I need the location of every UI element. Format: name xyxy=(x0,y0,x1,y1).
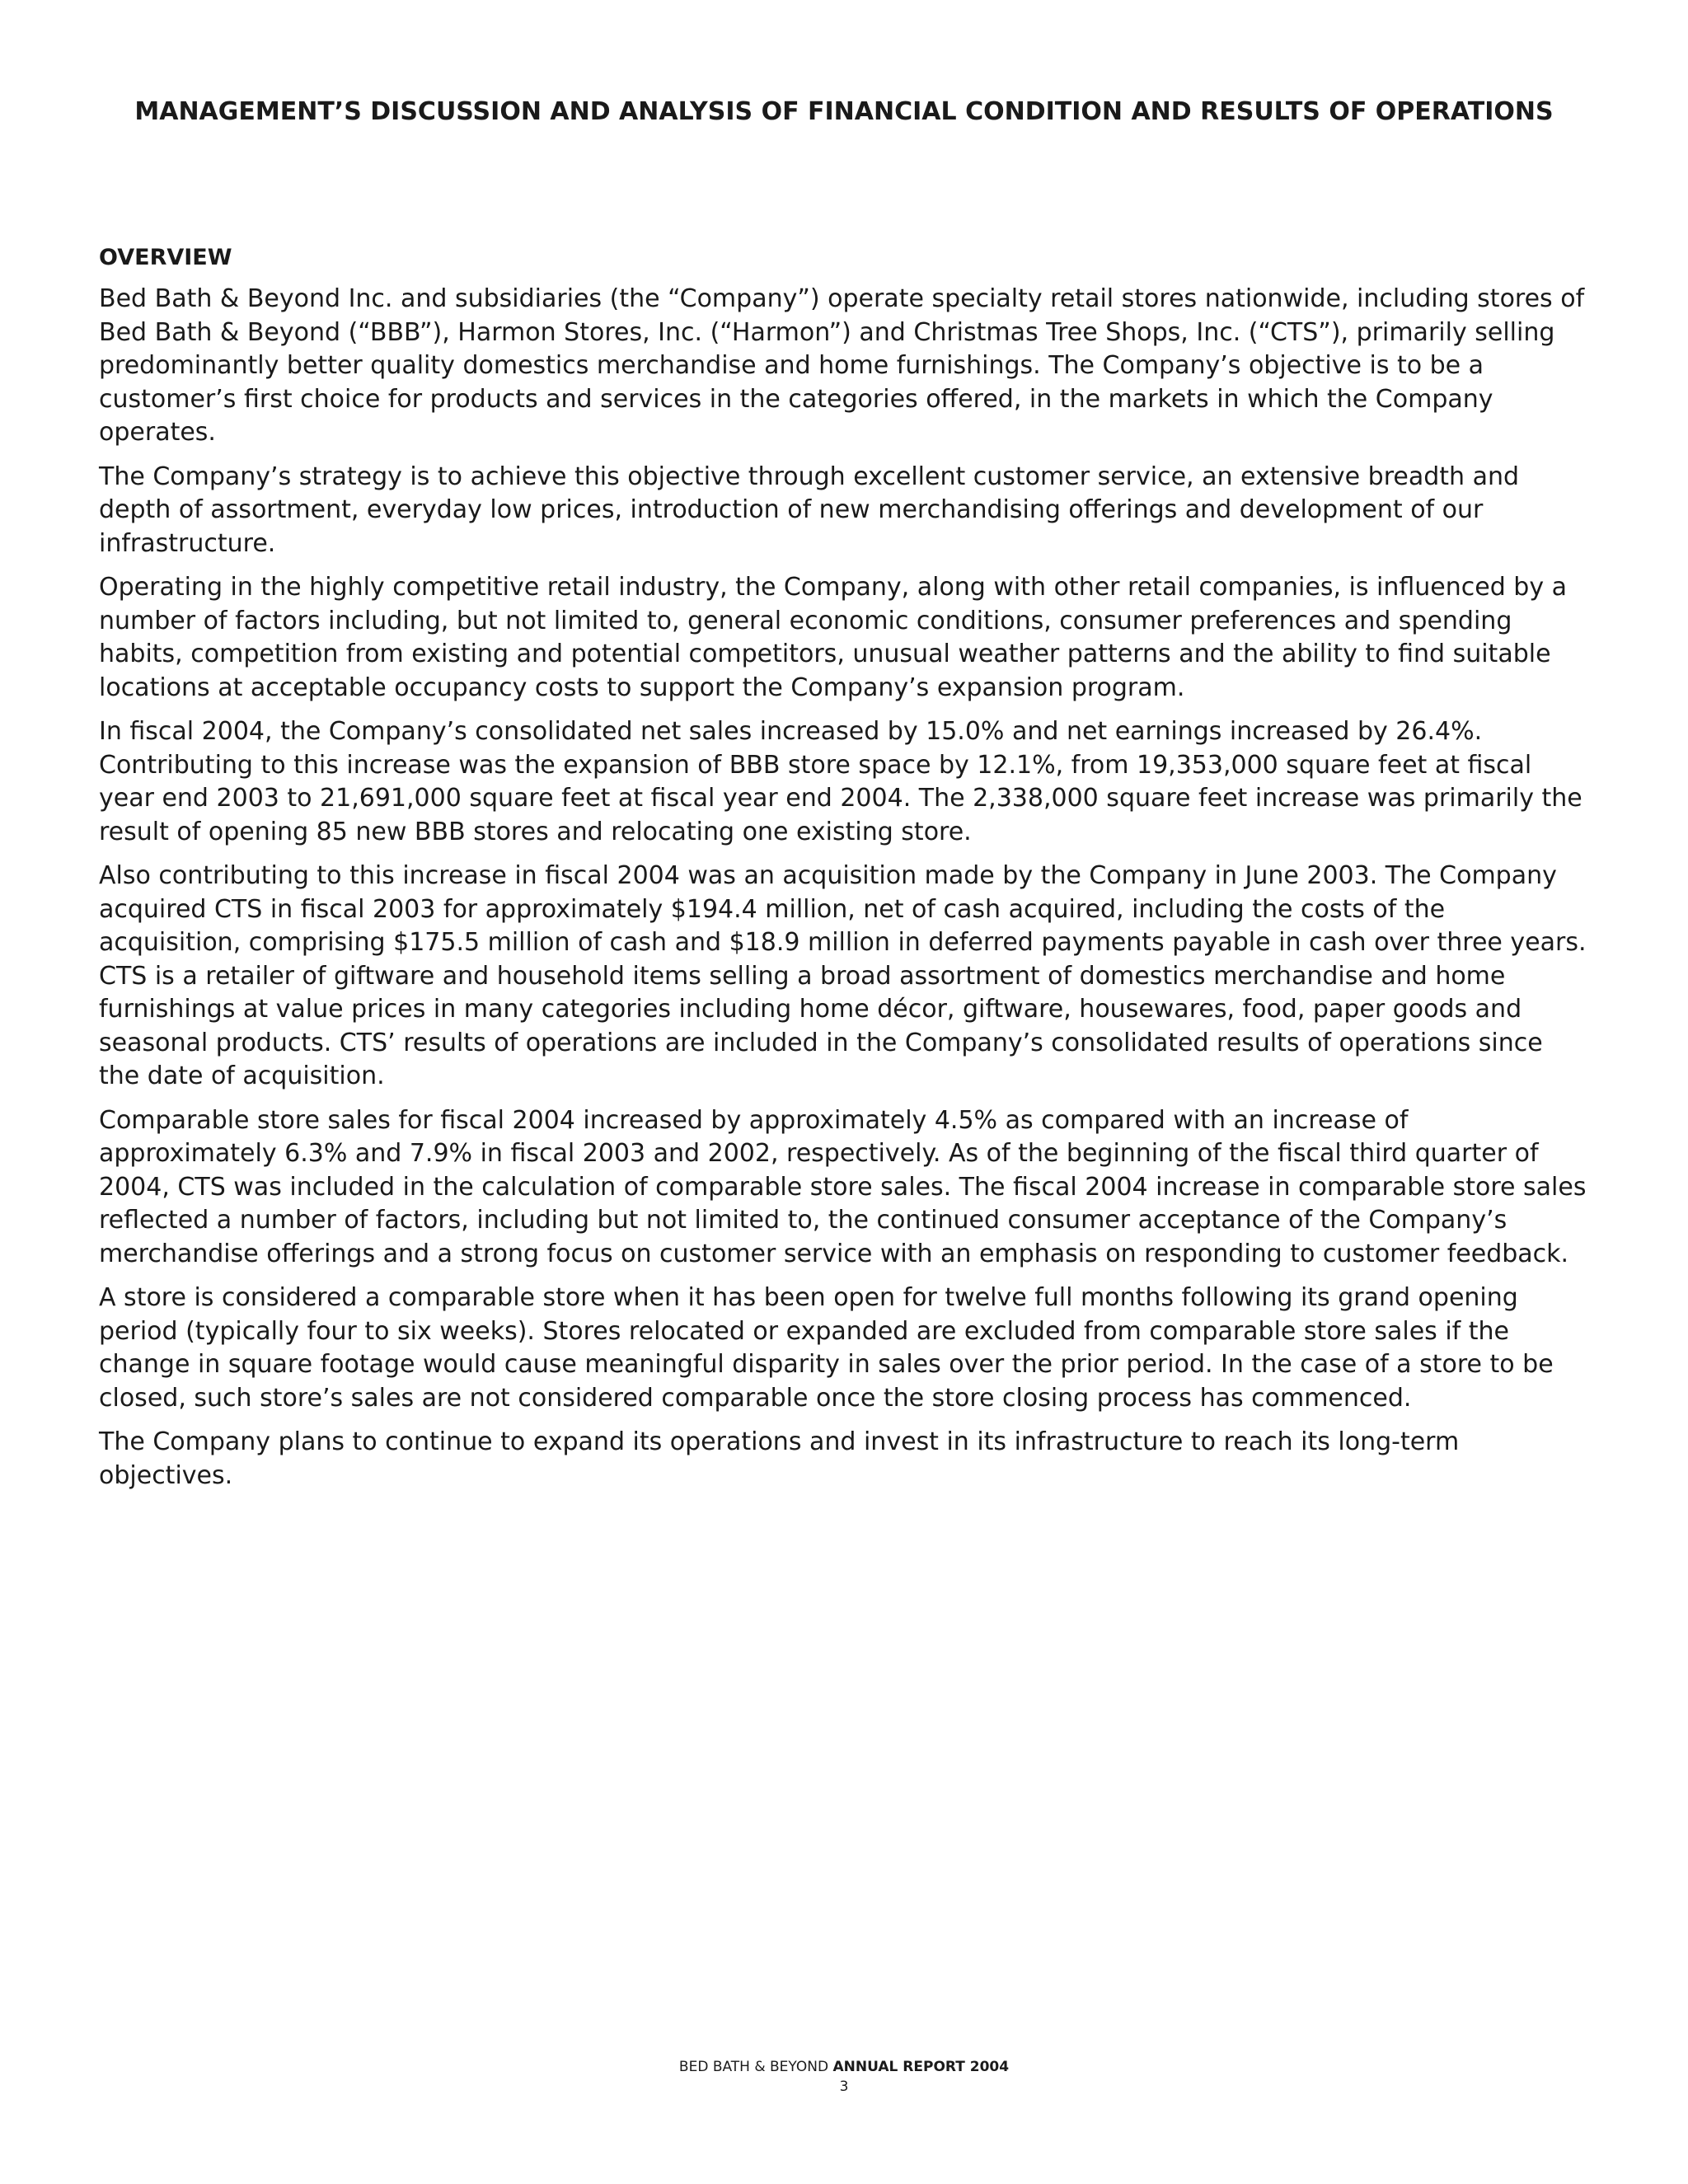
footer-report-title: ANNUAL REPORT 2004 xyxy=(832,2059,1010,2075)
paragraph: The Company’s strategy is to achieve this objective through excellent customer service, an extensive breadth and depth of assortment, everyday low prices, introduction of new merchandising offerings and development of our infrastructure. xyxy=(99,462,1520,558)
footer-report-line xyxy=(0,2057,1688,2077)
section-heading-overview: OVERVIEW xyxy=(99,245,232,270)
paragraph: Operating in the highly competitive retail industry, the Company, along with other retail companies, is influenced by a number of factors including, but not limited to, general economic conditions, consumer preferences and spending habits, competition from existing and potential competitors, unusual weather patterns and the ability to find suitable locations at acceptable occupancy costs to support the Company’s expansion program. xyxy=(99,573,1568,702)
paragraph: Comparable store sales for fiscal 2004 increased by approximately 4.5% as compared with an increase of approximately 6.3% and 7.9% in fiscal 2003 and 2002, respectively. As of the beginning of the fiscal third quarter of 2004, CTS was included in the calculation of comparable store sales. The fiscal 2004 increase in comparable store sales reflected a number of factors, including but not limited to, the continued consumer acceptance of the Company’s merchandise offerings and a strong focus on customer service with an emphasis on responding to customer feedback. xyxy=(99,1105,1587,1268)
paragraph: In fiscal 2004, the Company’s consolidated net sales increased by 15.0% and net earnings increased by 26.4%. Contributing to this increase was the expansion of BBB store space by 12.1%, from 19,353,000 square feet at fiscal year end 2003 to 21,691,000 square feet at fiscal year end 2004. The 2,338,000 square feet increase was primarily the result of opening 85 new BBB stores and relocating one existing store. xyxy=(99,717,1582,846)
paragraph: Bed Bath & Beyond Inc. and subsidiaries (the “Company”) operate specialty retail stores nationwide, including stores of Bed Bath & Beyond (“BBB”), Harmon Stores, Inc. (“Harmon”) and Christmas Tree Shops, Inc. (“CTS”), primarily selling predominantly better quality domestics merchandise and home furnishings. The Company’s objective is to be a customer’s first choice for products and services in the categories offered, in the markets in which the Company operates. xyxy=(99,284,1585,447)
paragraph: The Company plans to continue to expand its operations and invest in its infrastructure to reach its long-term objectives. xyxy=(99,1427,1460,1490)
document-body xyxy=(99,243,1589,1503)
page-number: 3 xyxy=(839,2079,849,2095)
paragraph: A store is considered a comparable store when it has been open for twelve full months following its grand opening period (typically four to six weeks). Stores relocated or expanded are excluded from comparable store sales if the change in square footage would cause meaningful disparity in sales over the prior period. In the case of a store to be closed, such store’s sales are not considered comparable once the store closing process has commenced. xyxy=(99,1283,1554,1413)
footer-company: BED BATH & BEYOND xyxy=(678,2059,829,2075)
page-title: MANAGEMENT’S DISCUSSION AND ANALYSIS OF FINANCIAL CONDITION AND RESULTS OF OPERATIONS xyxy=(134,97,1554,126)
paragraph: Also contributing to this increase in fiscal 2004 was an acquisition made by the Company in June 2003. The Company acquired CTS in fiscal 2003 for approximately $194.4 million, net of cash acquired, including the costs of the acquisition, comprising $175.5 million of cash and $18.9 million in deferred payments payable in cash over three years. CTS is a retailer of giftware and household items selling a broad assortment of domestics merchandise and home furnishings at value prices in many categories including home décor, giftware, housewares, food, paper goods and seasonal products. CTS’ results of operations are included in the Company’s consolidated results of operations since the date of acquisition. xyxy=(99,861,1587,1090)
page-footer xyxy=(0,2057,1688,2097)
